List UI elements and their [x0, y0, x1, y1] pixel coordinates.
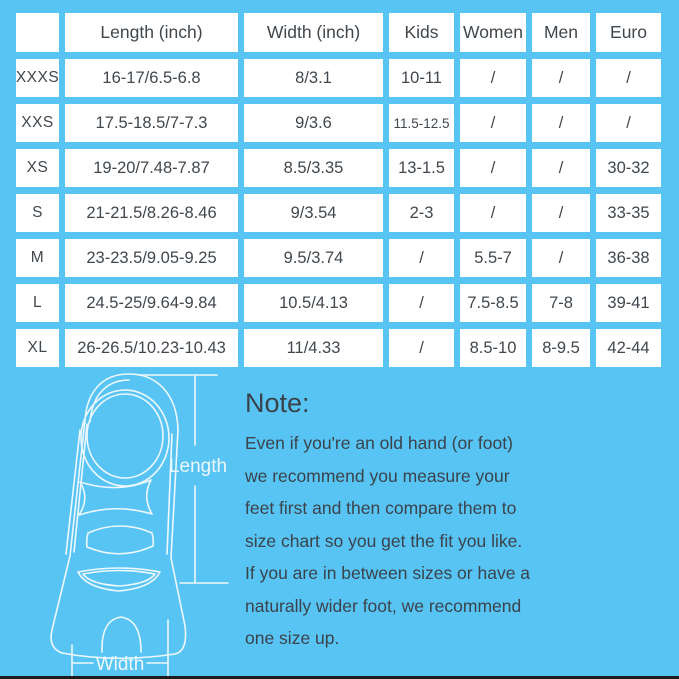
row-label-s: S	[16, 194, 59, 232]
table-cell: /	[532, 104, 590, 142]
table-cell: /	[460, 194, 526, 232]
row-label-xs: XS	[16, 149, 59, 187]
table-cell: 39-41	[596, 284, 661, 322]
table-cell: 10.5/4.13	[244, 284, 383, 322]
table-cell: 8.5/3.35	[244, 149, 383, 187]
table-cell: 16-17/6.5-6.8	[65, 59, 238, 97]
table-cell: 7-8	[532, 284, 590, 322]
note-heading: Note:	[245, 388, 310, 418]
table-cell: 10-11	[389, 59, 454, 97]
note-line: size chart so you get the fit you like.	[245, 530, 523, 551]
table-cell: /	[532, 239, 590, 277]
table-cell: /	[389, 239, 454, 277]
col-header-length: Length (inch)	[65, 13, 238, 52]
table-cell: 26-26.5/10.23-10.43	[65, 329, 238, 367]
fin-diagram	[30, 368, 250, 679]
row-label-xxxs: XXXS	[16, 59, 59, 97]
table-cell: 21-21.5/8.26-8.46	[65, 194, 238, 232]
table-cell: 7.5-8.5	[460, 284, 526, 322]
table-cell: /	[460, 59, 526, 97]
table-cell: /	[596, 59, 661, 97]
col-header-kids: Kids	[389, 13, 454, 52]
col-header-men: Men	[532, 13, 590, 52]
fin-outline	[51, 374, 185, 658]
table-cell: 33-35	[596, 194, 661, 232]
table-cell: 11/4.33	[244, 329, 383, 367]
row-label-xl: XL	[16, 329, 59, 367]
note-section	[245, 388, 557, 655]
table-cell: /	[460, 104, 526, 142]
table-cell: 36-38	[596, 239, 661, 277]
table-cell: /	[532, 149, 590, 187]
table-cell: 2-3	[389, 194, 454, 232]
row-label-m: M	[16, 239, 59, 277]
col-header-women: Women	[460, 13, 526, 52]
note-line: If you are in between sizes or have a	[245, 563, 531, 583]
table-cell: 23-23.5/9.05-9.25	[65, 239, 238, 277]
col-header-width: Width (inch)	[244, 13, 383, 52]
length-label: Length	[168, 456, 228, 477]
note-line: naturally wider foot, we recommend	[245, 595, 522, 616]
table-cell: 19-20/7.48-7.87	[65, 149, 238, 187]
table-cell: 5.5-7	[460, 239, 526, 277]
size-chart-table	[16, 13, 661, 367]
table-cell: 30-32	[596, 149, 661, 187]
table-cell: /	[596, 104, 661, 142]
table-cell: 8-9.5	[532, 329, 590, 367]
table-cell: 8.5-10	[460, 329, 526, 367]
width-label: Width	[95, 654, 145, 675]
table-cell: 11.5-12.5	[389, 104, 454, 142]
table-cell: /	[532, 194, 590, 232]
fin-instep-band	[87, 526, 154, 554]
table-cell: 8/3.1	[244, 59, 383, 97]
row-label-l: L	[16, 284, 59, 322]
table-cell: 9.5/3.74	[244, 239, 383, 277]
col-header-corner	[16, 13, 59, 52]
row-label-xxs: XXS	[16, 104, 59, 142]
table-cell: 17.5-18.5/7-7.3	[65, 104, 238, 142]
table-cell: /	[460, 149, 526, 187]
table-cell: 13-1.5	[389, 149, 454, 187]
table-cell: 9/3.54	[244, 194, 383, 232]
note-line: feet first and then compare them to	[245, 498, 517, 518]
width-dimension-line	[72, 620, 168, 679]
fin-heel-arch	[102, 617, 141, 652]
table-cell: /	[389, 284, 454, 322]
note-line: Even if you're an old hand (or foot)	[245, 433, 513, 453]
table-cell: 9/3.6	[244, 104, 383, 142]
table-cell: 42-44	[596, 329, 661, 367]
table-cell: /	[532, 59, 590, 97]
note-line: one size up.	[245, 628, 340, 648]
table-cell: /	[389, 329, 454, 367]
note-line: we recommend you measure your	[245, 465, 510, 486]
col-header-euro: Euro	[596, 13, 661, 52]
table-cell: 24.5-25/9.64-9.84	[65, 284, 238, 322]
